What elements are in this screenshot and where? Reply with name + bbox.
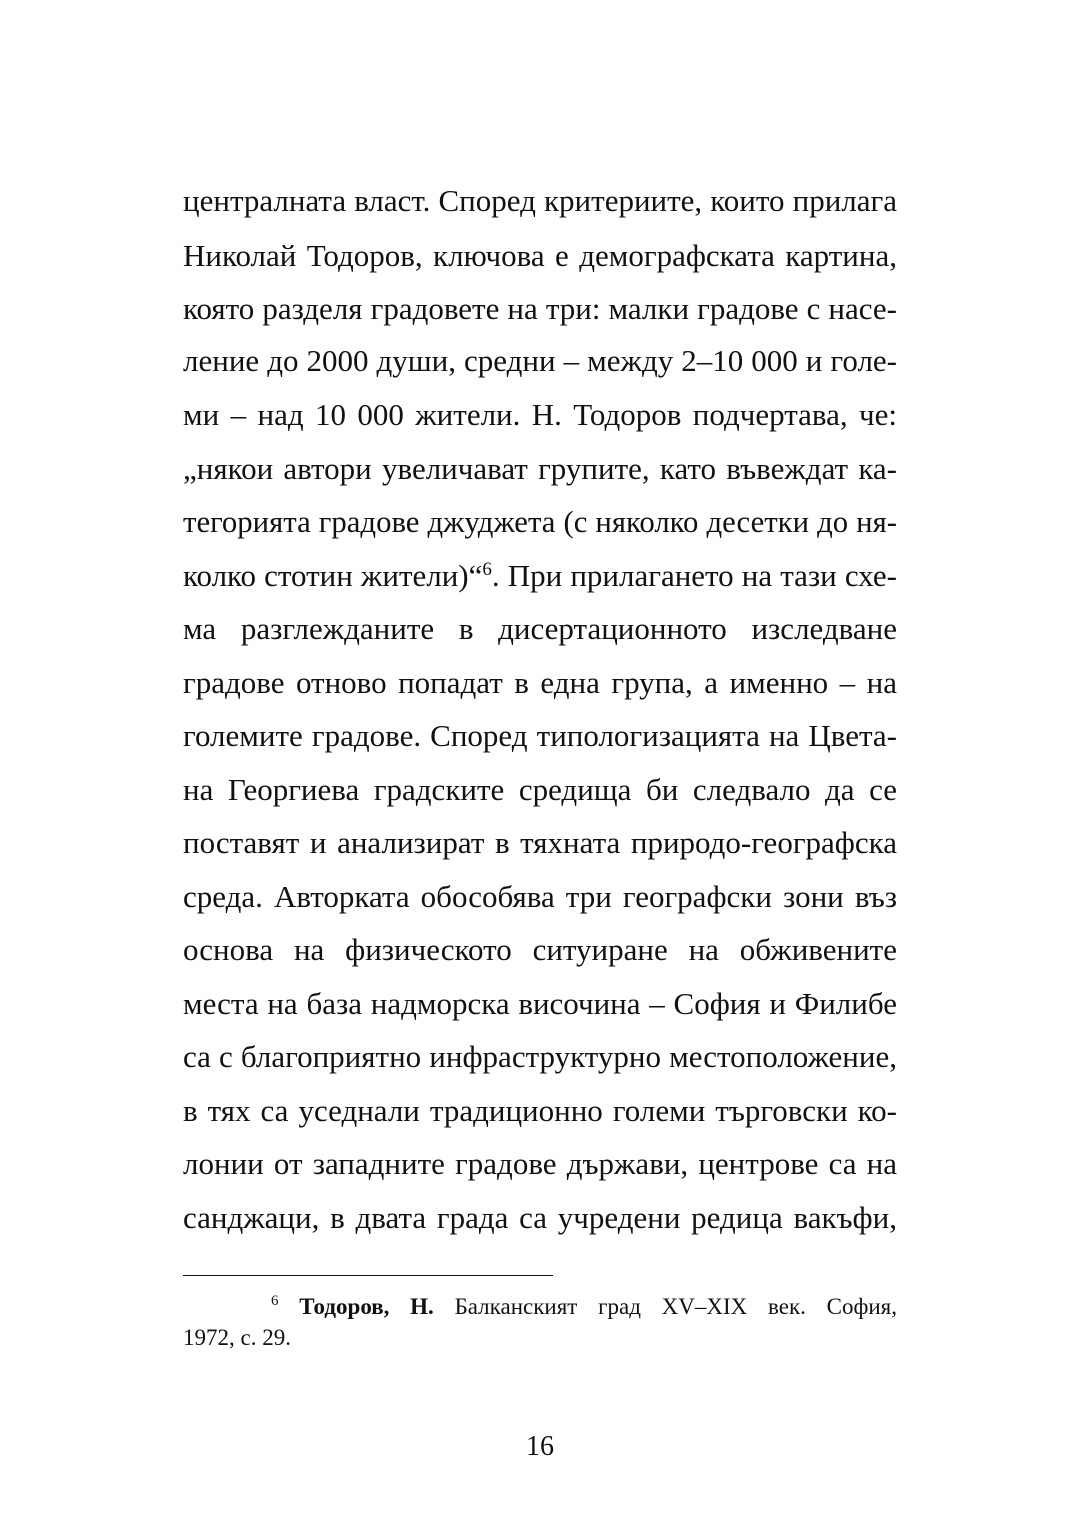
body-line-segment: . При прилагането на тази схе- — [491, 558, 897, 593]
body-line: големите градове. Според типологизацията на Цвета- — [183, 718, 897, 753]
body-line: среда. Авторката обособява три географски зони въз — [183, 879, 897, 914]
footnote-number: 6 — [271, 1293, 279, 1309]
body-line: градове отново попадат в една група, а именно – на — [183, 665, 897, 700]
body-line: на Георгиева градските средища би следвало да се — [183, 772, 897, 807]
body-line: места на база надморска височина – София и Филибе — [183, 986, 897, 1021]
body-line: в тях са уседнали традиционно големи търговски ко- — [183, 1093, 897, 1128]
body-line: Николай Тодоров, ключова е демографската картина, — [183, 238, 897, 273]
body-line: която разделя градовете на три: малки градове с насе- — [183, 291, 897, 326]
body-line: ми – над 10 000 жители. Н. Тодоров подчертава, че: — [183, 397, 897, 432]
body-line: тегорията градове джуджета (с няколко десетки до ня- — [183, 505, 897, 539]
body-line: поставят и анализират в тяхната природо-географска — [183, 825, 897, 860]
footnote — [183, 1293, 897, 1324]
body-line: централната власт. Според критериите, които прилага — [183, 183, 897, 218]
footnote-reference[interactable]: 6 — [482, 559, 492, 580]
body-line: са с благоприятно инфраструктурно местоположение, — [183, 1039, 897, 1074]
body-line: основа на физическото ситуиране на обживените — [183, 932, 897, 967]
footnote-separator — [183, 1275, 553, 1276]
body-line: „някои автори увеличават групите, като въвеждат ка- — [183, 451, 897, 486]
footnote-text: Балканският град XV–XIX век. София, — [454, 1294, 897, 1319]
body-line: ма разглежданите в дисертационното изследване — [183, 611, 897, 646]
body-line: ление до 2000 души, средни – между 2–10 000 и голе- — [183, 343, 897, 378]
footnote-author: Тодоров, Н. — [299, 1294, 434, 1319]
body-line-with-footnote-ref — [183, 556, 897, 596]
body-line: санджаци, в двата града са учредени редица вакъфи, — [183, 1200, 897, 1235]
body-line: лонии от западните градове държави, центрове са на — [183, 1146, 897, 1181]
body-line-segment: колко стотин жители)“ — [183, 558, 483, 593]
page-number: 16 — [526, 1431, 554, 1462]
footnote-continuation: 1972, с. 29. — [183, 1325, 291, 1350]
